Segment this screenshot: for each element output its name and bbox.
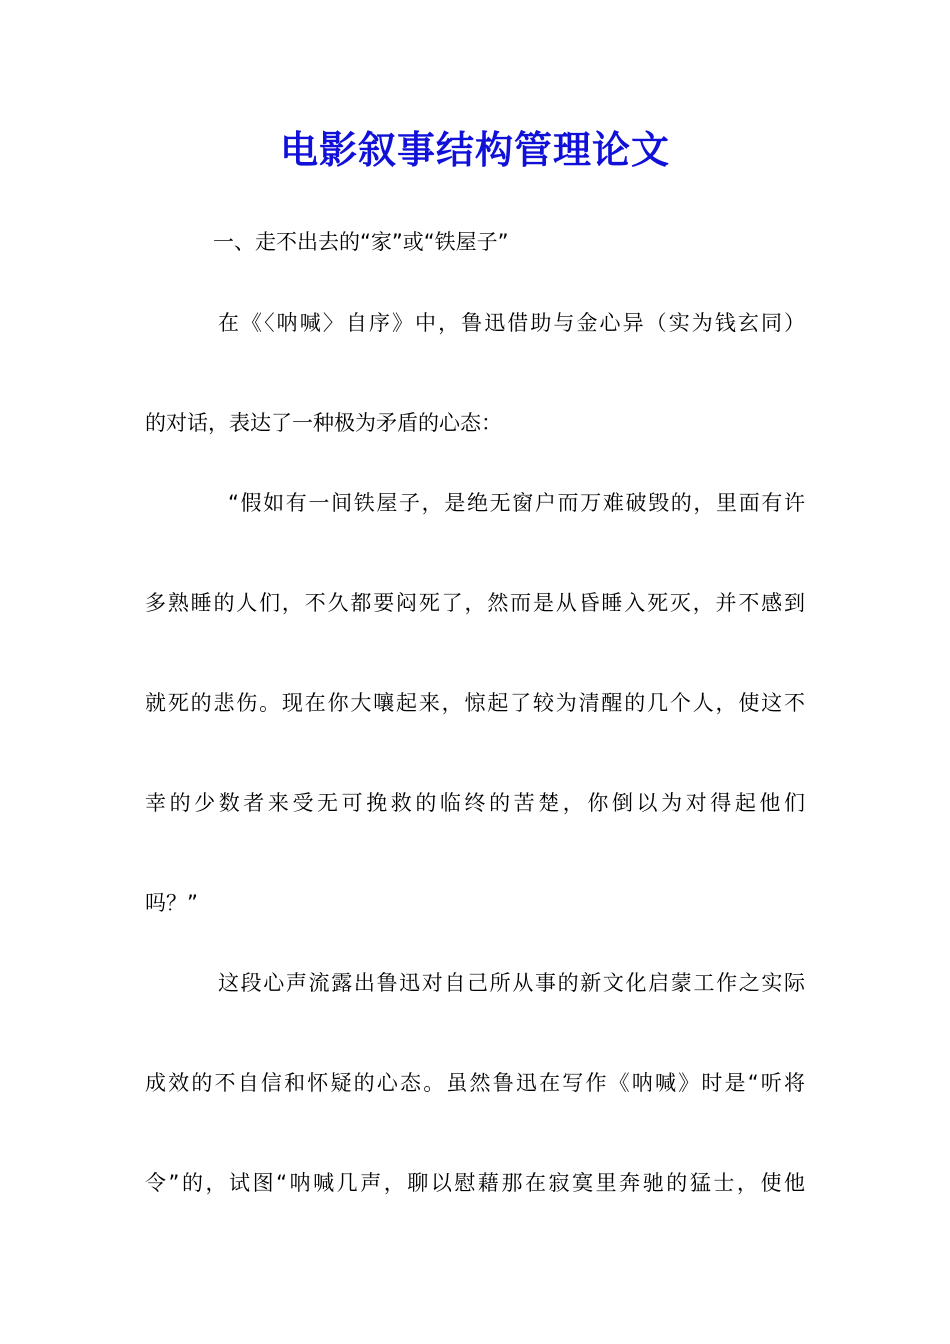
paragraph-line: 在《〈呐喊〉自序》中，鲁迅借助与金心异（实为钱玄同） <box>218 311 805 335</box>
paragraph-line: 幸的少数者来受无可挽救的临终的苦楚，你倒以为对得起他们 <box>145 791 805 815</box>
paragraph-line: 令”的，试图“呐喊几声，聊以慰藉那在寂寞里奔驰的猛士，使他 <box>145 1171 805 1195</box>
paragraph-line: “假如有一间铁屋子，是绝无窗户而万难破毁的，里面有许 <box>228 491 805 515</box>
paragraph-line: 成效的不自信和怀疑的心态。虽然鲁迅在写作《呐喊》时是“听将 <box>145 1071 805 1095</box>
document-title: 电影叙事结构管理论文 <box>279 127 670 172</box>
paragraph-line: 的对话，表达了一种极为矛盾的心态： <box>145 411 502 435</box>
paragraph-line: 多熟睡的人们，不久都要闷死了，然而是从昏睡入死灭，并不感到 <box>145 591 805 615</box>
paragraph-line: 就死的悲伤。现在你大嚷起来，惊起了较为清醒的几个人，使这不 <box>145 691 805 715</box>
paragraph-line: 这段心声流露出鲁迅对自己所从事的新文化启蒙工作之实际 <box>218 971 805 995</box>
paragraph-line: 吗？” <box>145 891 198 915</box>
section-heading: 一、走不出去的“家”或“铁屋子” <box>213 230 509 254</box>
